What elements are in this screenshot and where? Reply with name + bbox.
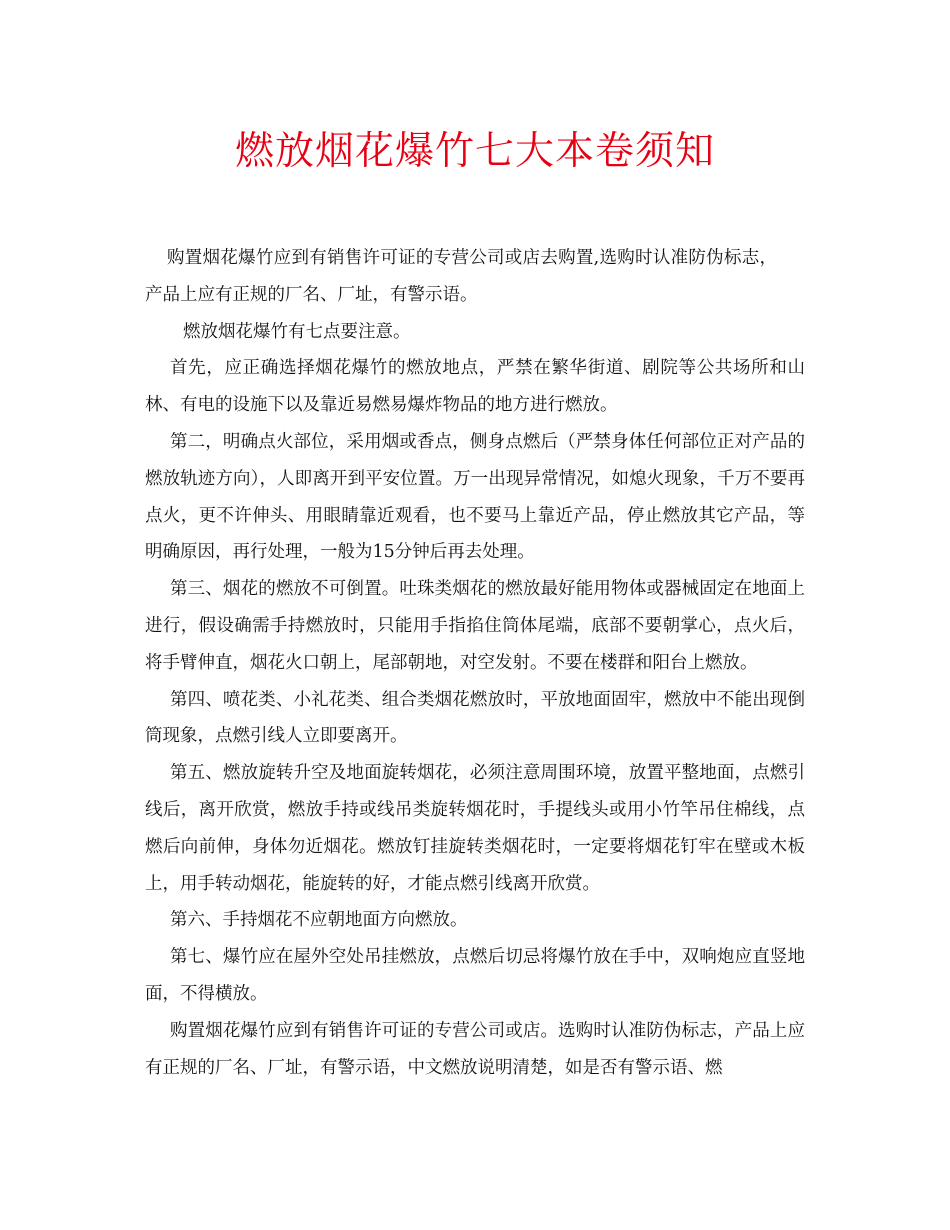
paragraph-point-6: 第六、手持烟花不应朝地面方向燃放。 — [170, 910, 468, 931]
paragraph-purchase-advice: 购置烟花爆竹应到有销售许可证的专营公司或店。选购时认准防伪标志，产品上应有正规的厂名、厂址，有警示语，中文燃放说明清楚，如是否有警示语、燃 — [145, 1020, 805, 1078]
document-title: 燃放烟花爆竹七大本卷须知 — [234, 129, 715, 174]
paragraph-seven-points-lead: 燃放烟花爆竹有七点要注意。 — [183, 321, 411, 342]
paragraph-purchase-intro: 购置烟花爆竹应到有销售许可证的专营公司或店去购置,选购时认准防伪标志，产品上应有正规的厂名、厂址，有警示语。 — [145, 248, 777, 305]
document-body — [145, 240, 805, 1086]
paragraph-point-5: 第五、燃放旋转升空及地面旋转烟花，必须注意周围环境，放置平整地面，点燃引线后，离开欣赏，燃放手持或线吊类旋转烟花时，手提线头或用小竹竿吊住棉线，点燃后向前伸，身体勿近烟花。燃放钉挂旋转类烟花时，一定要将烟花钉牢在壁或木板上，用手转动烟花，能旋转的好，才能点燃引线离开欣赏。 — [145, 763, 805, 894]
paragraph-point-4: 第四、喷花类、小礼花类、组合类烟花燃放时，平放地面固牢，燃放中不能出现倒筒现象，点燃引线人立即要离开。 — [145, 689, 805, 747]
paragraph-point-1: 首先，应正确选择烟花爆竹的燃放地点，严禁在繁华街道、剧院等公共场所和山林、有电的设施下以及靠近易燃易爆炸物品的地方进行燃放。 — [145, 358, 805, 416]
paragraph-point-7: 第七、爆竹应在屋外空处吊挂燃放，点燃后切忌将爆竹放在手中，双响炮应直竖地面，不得横放。 — [145, 947, 805, 1004]
paragraph-point-3: 第三、烟花的燃放不可倒置。吐珠类烟花的燃放最好能用物体或器械固定在地面上进行，假设确需手持燃放时，只能用手指掐住筒体尾端，底部不要朝掌心，点火后，将手臂伸直，烟花火口朝上，尾部朝地，对空发射。不要在楼群和阳台上燃放。 — [145, 579, 805, 673]
paragraph-point-2: 第二，明确点火部位，采用烟或香点，侧身点燃后（严禁身体任何部位正对产品的燃放轨迹方向），人即离开到平安位置。万一出现异常情况，如熄火现象，千万不要再点火，更不许伸头、用眼睛靠近观看，也不要马上靠近产品，停止燃放其它产品，等明确原因，再行处理，一般为15分钟后再去处理。 — [145, 431, 805, 563]
